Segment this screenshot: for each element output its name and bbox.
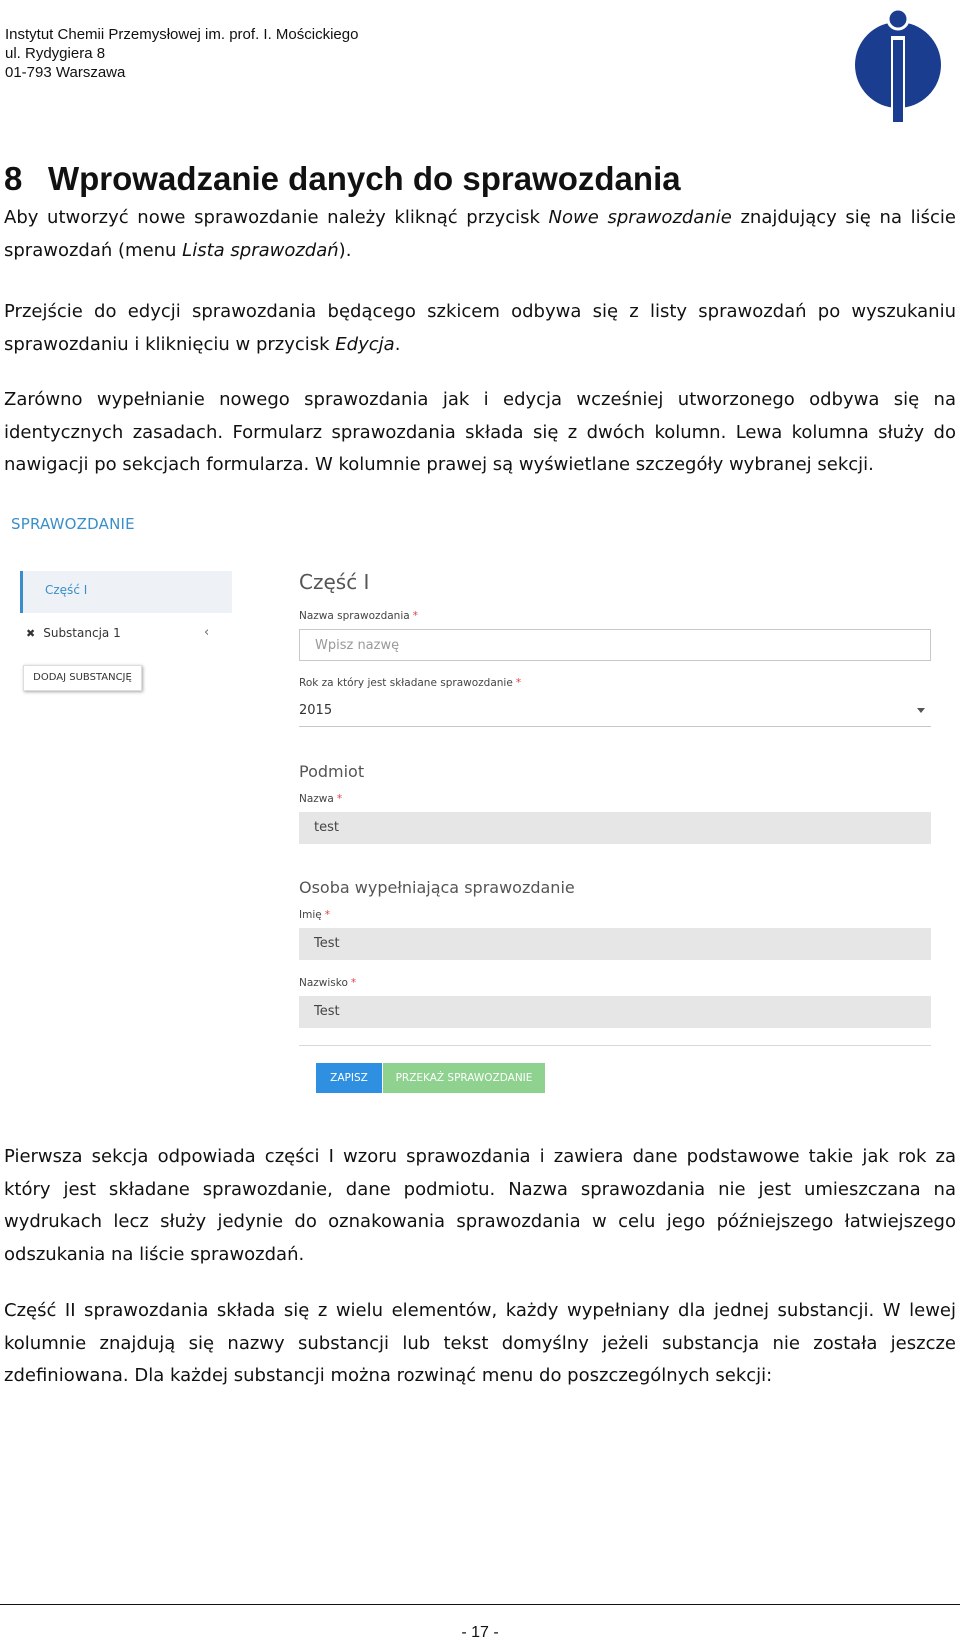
paragraph-part-1-description: [4, 1141, 956, 1271]
add-substance-button[interactable]: DODAJ SUBSTANCJĘ: [23, 665, 142, 691]
nav-item-label: Substancja 1: [43, 626, 121, 640]
paragraph-part-2-description: [4, 1295, 956, 1393]
report-name-input[interactable]: Wpisz nazwę: [299, 629, 931, 661]
entity-name-field[interactable]: test: [299, 812, 931, 844]
first-name-field[interactable]: Test: [299, 928, 931, 960]
paragraph-line: sprawozdaniu i kliknięciu w przycisk Edycja.: [4, 333, 401, 355]
caret-down-icon: [917, 708, 925, 713]
paragraph-line: nawigacji po sekcjach formularza. W kolumnie prawej są wyświetlane szczegóły wybranej sekcji.: [4, 454, 874, 475]
nav-item-part-1[interactable]: [20, 571, 232, 613]
form-section-title-part-1: Część I: [299, 570, 370, 594]
section-title: Wprowadzanie danych do sprawozdania: [48, 160, 681, 197]
paragraph-line: Część II sprawozdania składa się z wielu elementów, każdy wypełniany dla jednej substancji. W lewej: [4, 1300, 956, 1321]
entity-name-label: Nazwa *: [299, 793, 343, 805]
paragraph-line: kolumnie znajdują się nazwy substancji lub tekst domyślny jeżeli substancja nie została jeszcze: [4, 1332, 956, 1354]
paragraph-line: Aby utworzyć nowe sprawozdanie należy kliknąć przycisk Nowe sprawozdanie znajdujący się na liście: [4, 207, 956, 228]
paragraph-line: odszukania na liście sprawozdań.: [4, 1243, 305, 1265]
paragraph-line: Zarówno wypełnianie nowego sprawozdania jak i edycja wcześniej utworzonego odbywa się na: [4, 389, 956, 410]
report-name-label: Nazwa sprawozdania *: [299, 610, 418, 622]
paragraph-line: wydrukach lecz służy jedynie do oznakowania sprawozdania w celu jego późniejszego łatwiejszego: [4, 1211, 956, 1232]
paragraph-form-layout: [4, 384, 956, 482]
page-number: - 17 -: [461, 1624, 499, 1641]
paragraph-line: sprawozdań (menu Lista sprawozdań).: [4, 239, 352, 261]
paragraph-new-report: [4, 202, 956, 267]
institute-street: ul. Rydygiera 8: [5, 45, 106, 62]
last-name-label: Nazwisko *: [299, 977, 357, 989]
submit-report-button[interactable]: PRZEKAŻ SPRAWOZDANIE: [383, 1063, 545, 1093]
form-section-title-person: Osoba wypełniająca sprawozdanie: [299, 878, 575, 897]
institute-city: 01-793 Warszawa: [5, 64, 126, 81]
form-section-title-entity: Podmiot: [299, 762, 365, 781]
nav-item-substance-1[interactable]: [26, 626, 121, 640]
year-selected-value: 2015: [299, 703, 333, 718]
save-button[interactable]: ZAPISZ: [316, 1063, 382, 1093]
form-divider: [299, 1045, 931, 1046]
section-number: 8: [4, 160, 23, 197]
close-icon[interactable]: ✖: [26, 627, 36, 640]
section-heading: [4, 160, 681, 198]
chevron-left-icon[interactable]: ‹: [204, 625, 210, 640]
paragraph-line: Pierwsza sekcja odpowiada części I wzoru sprawozdania i zawiera dane podstawowe takie jak rok za: [4, 1146, 956, 1167]
footer-divider: [0, 1604, 960, 1605]
paragraph-edit-report: [4, 296, 956, 361]
year-label: Rok za który jest składane sprawozdanie *: [299, 677, 522, 689]
paragraph-line: Przejście do edycji sprawozdania będącego szkicem odbywa się z listy sprawozdań po wyszukaniu: [4, 301, 956, 322]
nav-item-label: Część I: [45, 583, 88, 597]
paragraph-line: zdefiniowana. Dla każdej substancji można rozwinąć menu do poszczególnych sekcji:: [4, 1365, 773, 1386]
paragraph-line: który jest składane sprawozdanie, dane podmiotu. Nazwa sprawozdania nie jest umieszczana na: [4, 1178, 956, 1200]
institute-name: Instytut Chemii Przemysłowej im. prof. I. Mościckiego: [5, 26, 359, 43]
first-name-label: Imię *: [299, 909, 330, 921]
form-screenshot-title: SPRAWOZDANIE: [11, 515, 135, 533]
year-select[interactable]: [299, 696, 931, 727]
last-name-field[interactable]: Test: [299, 996, 931, 1028]
institute-logo: [855, 6, 945, 122]
paragraph-line: identycznych zasadach. Formularz sprawozdania składa się z dwóch kolumn. Lewa kolumna służy do: [4, 421, 956, 443]
